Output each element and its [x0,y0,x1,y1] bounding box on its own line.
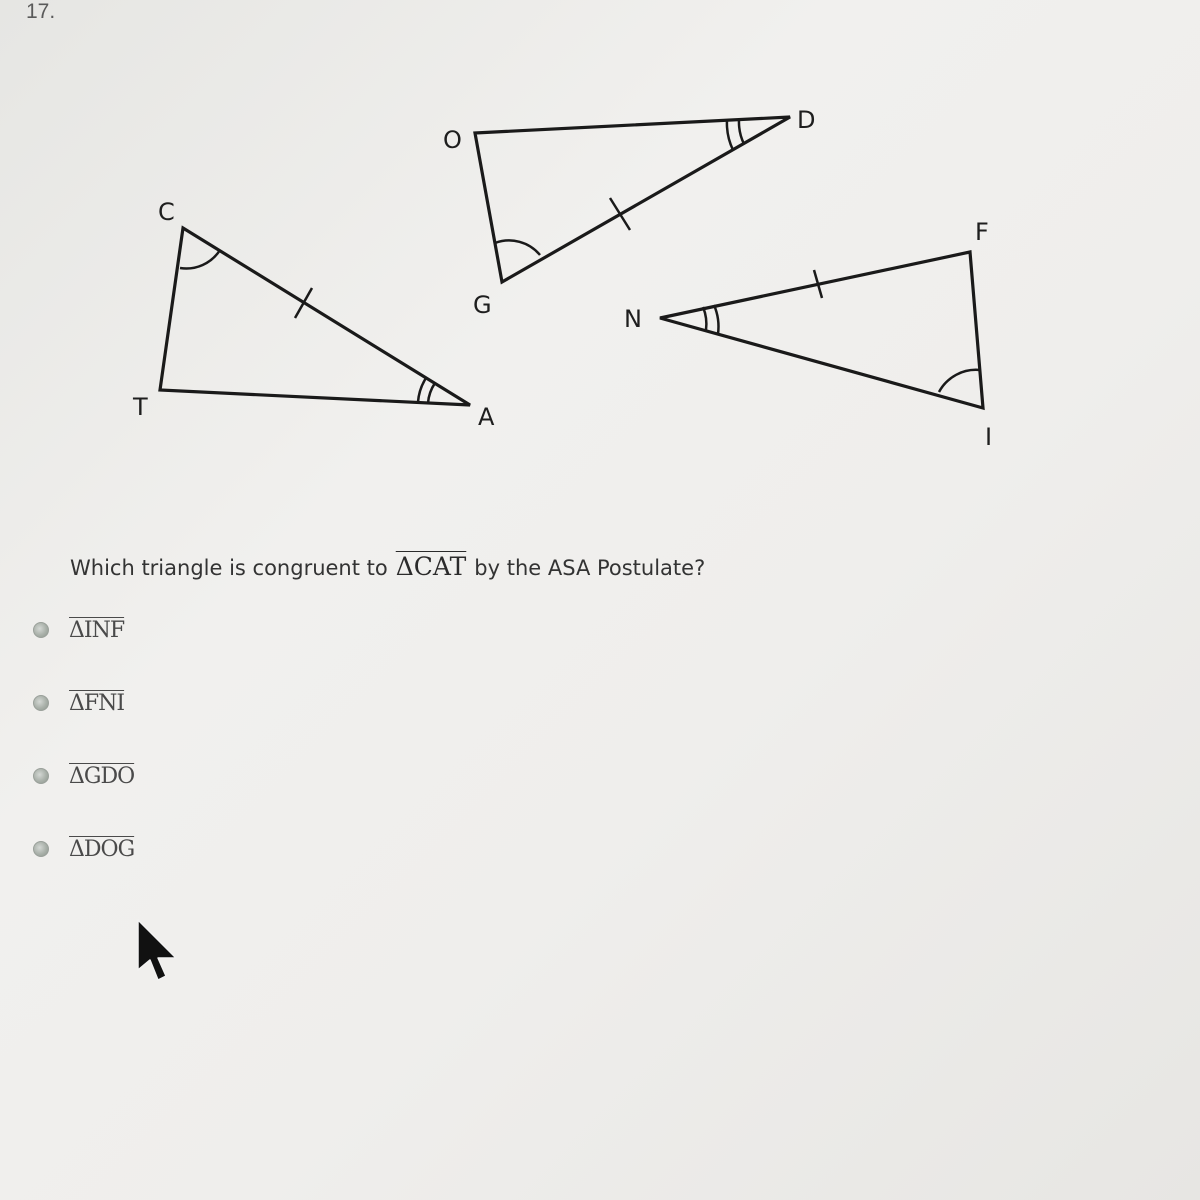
radio-button[interactable] [33,622,49,638]
radio-button[interactable] [33,695,49,711]
question-number: 17. [26,0,56,23]
vertex-label-a: A [478,403,495,431]
option-4[interactable] [30,834,330,864]
triangle-inf [660,252,983,408]
question-text [70,552,705,581]
triangle-cat [160,228,470,405]
vertex-label-g: G [473,291,492,319]
option-3[interactable] [30,761,330,791]
vertex-label-t: T [133,393,148,421]
option-label: ΔINF [69,617,125,643]
question-suffix: by the ASA Postulate? [474,556,706,580]
radio-button[interactable] [33,768,49,784]
option-label: ΔGDO [69,763,135,789]
triangle-dog [475,117,790,282]
vertex-label-c: C [158,198,175,226]
option-1[interactable] [30,615,330,645]
vertex-label-o: O [443,126,462,154]
vertex-label-n: N [624,305,642,333]
triangle-figure [0,0,1200,520]
question-prefix: Which triangle is congruent to [70,556,388,580]
option-label: ΔFNI [69,690,125,716]
mouse-pointer-arrow-icon [136,918,186,1002]
option-2[interactable] [30,688,330,718]
vertex-label-d: D [797,106,816,134]
radio-button[interactable] [33,841,49,857]
option-label: ΔDOG [69,836,135,862]
vertex-label-f: F [975,218,989,246]
vertex-label-i: I [985,423,993,451]
question-triangle: ΔCAT [395,552,467,581]
